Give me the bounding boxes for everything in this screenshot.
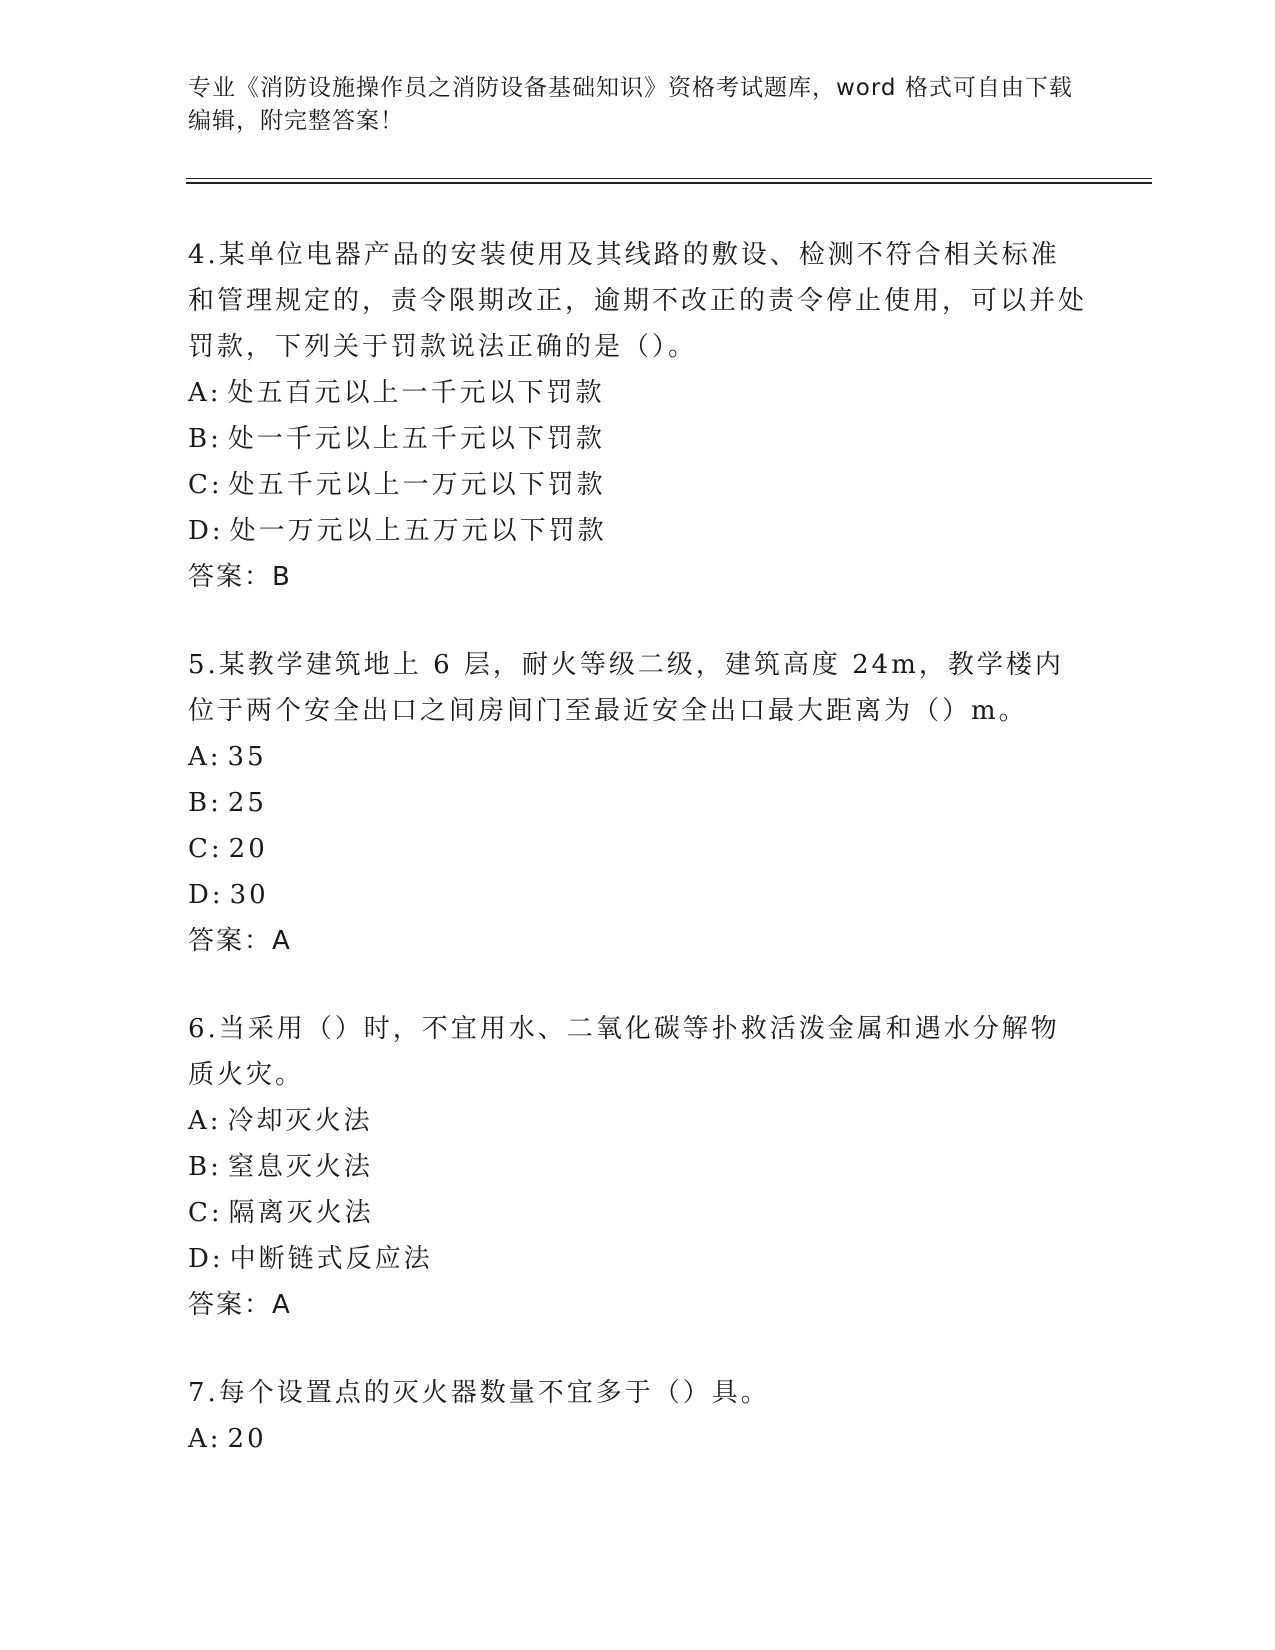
question-stem: 7.每个设置点的灭火器数量不宜多于（）具。 <box>188 1378 770 1408</box>
option-text: 处一万元以上五万元以下罚款 <box>229 516 607 546</box>
option-b <box>188 1144 1088 1190</box>
option-text: 30 <box>229 880 269 910</box>
option-text: 35 <box>227 742 267 772</box>
option-key: B: <box>188 788 222 818</box>
option-text: 冷却灭火法 <box>227 1106 373 1136</box>
option-text: 处一千元以上五千元以下罚款 <box>227 424 605 454</box>
option-key: B: <box>188 424 222 454</box>
question-5 <box>188 642 1088 964</box>
option-b <box>188 416 1088 462</box>
answer-line: 答案：A <box>188 1290 292 1320</box>
option-d <box>188 1236 1088 1282</box>
option-key: A: <box>188 742 222 772</box>
question-stem: 5.某教学建筑地上 6 层，耐火等级二级，建筑高度 24m，教学楼内位于两个安全出口之间房间门至最近安全出口最大距离为（）m。 <box>188 650 1064 726</box>
option-key: C: <box>188 834 223 864</box>
option-key: C: <box>188 1198 223 1228</box>
option-key: D: <box>188 516 224 546</box>
option-text: 25 <box>227 788 267 818</box>
option-key: A: <box>188 1106 222 1136</box>
option-a <box>188 1098 1088 1144</box>
option-text: 20 <box>228 834 268 864</box>
header-divider-thick <box>186 182 1152 184</box>
question-stem: 4.某单位电器产品的安装使用及其线路的敷设、检测不符合相关标准和管理规定的，责令限期改正，逾期不改正的责令停止使用，可以并处罚款，下列关于罚款说法正确的是（）。 <box>188 240 1088 362</box>
option-text: 窒息灭火法 <box>227 1152 373 1182</box>
question-4 <box>188 232 1088 600</box>
answer-line: 答案：B <box>188 562 292 592</box>
option-text: 隔离灭火法 <box>228 1198 374 1228</box>
option-text: 20 <box>227 1424 267 1454</box>
option-key: A: <box>188 378 222 408</box>
option-text: 处五千元以上一万元以下罚款 <box>228 470 606 500</box>
option-a <box>188 370 1088 416</box>
option-key: D: <box>188 880 224 910</box>
question-7 <box>188 1370 1088 1462</box>
option-a <box>188 1416 1088 1462</box>
option-text: 中断链式反应法 <box>229 1244 433 1274</box>
question-stem: 6.当采用（）时，不宜用水、二氧化碳等扑救活泼金属和遇水分解物质火灾。 <box>188 1014 1060 1090</box>
header-divider <box>186 178 1152 179</box>
option-c <box>188 826 1088 872</box>
question-6 <box>188 1006 1088 1328</box>
option-text: 处五百元以上一千元以下罚款 <box>227 378 605 408</box>
option-d <box>188 872 1088 918</box>
option-key: B: <box>188 1152 222 1182</box>
document-header: 专业《消防设施操作员之消防设备基础知识》资格考试题库，word 格式可自由下载编辑，附完整答案！ <box>188 75 1073 134</box>
answer-line: 答案：A <box>188 926 292 956</box>
option-c <box>188 1190 1088 1236</box>
option-b <box>188 780 1088 826</box>
option-a <box>188 734 1088 780</box>
option-key: D: <box>188 1244 224 1274</box>
option-key: C: <box>188 470 223 500</box>
option-d <box>188 508 1088 554</box>
option-c <box>188 462 1088 508</box>
option-key: A: <box>188 1424 222 1454</box>
